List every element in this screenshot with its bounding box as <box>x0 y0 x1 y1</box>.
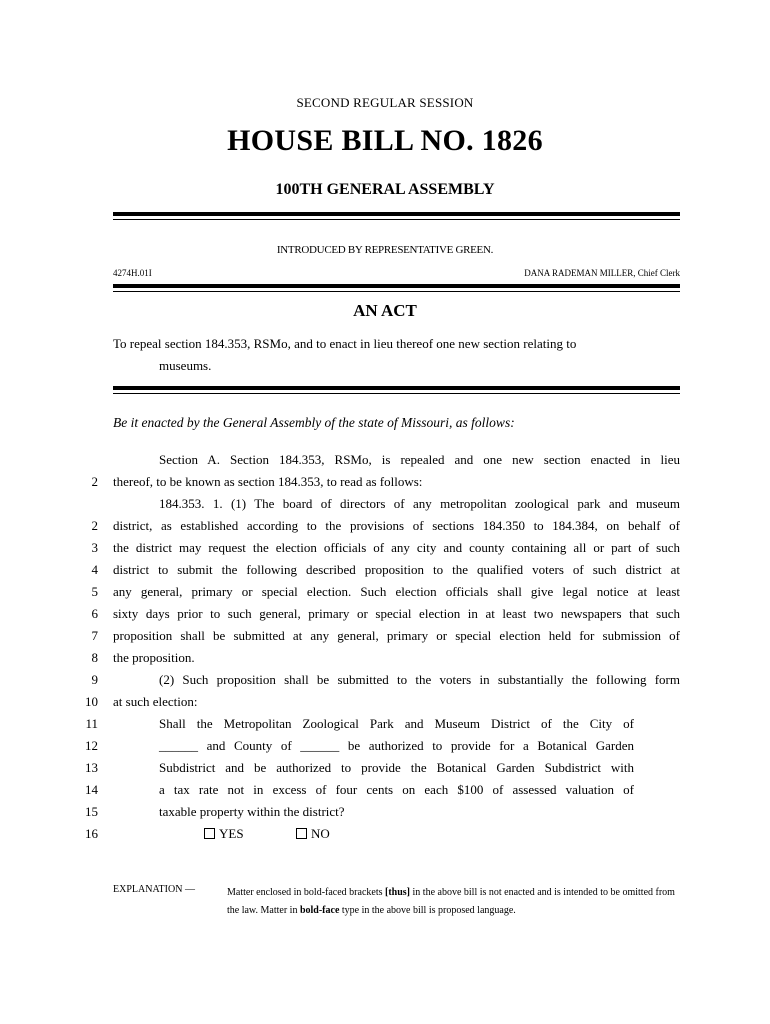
act-heading: AN ACT <box>353 301 417 320</box>
line-text: Shall the Metropolitan Zoological Park and Museum District of the City of <box>159 716 634 731</box>
explanation-part-b: in the above bill is not enacted and is intended to be omitted from the law. Matter in <box>227 887 675 916</box>
line-number: 2 <box>91 518 98 533</box>
act-title-line1: To repeal section 184.353, RSMo, and to enact in lieu thereof one new section relating to <box>113 336 577 351</box>
ballot-line <box>0 738 770 760</box>
top-rule-thick <box>113 212 680 216</box>
body-line <box>0 584 770 606</box>
ballot-line <box>0 826 770 848</box>
line-text: taxable property within the district? <box>159 804 345 819</box>
line-number: 7 <box>91 628 98 643</box>
introduced-by: INTRODUCED BY REPRESENTATIVE GREEN. <box>276 244 494 256</box>
act-title-line2: museums. <box>159 358 212 373</box>
explanation-text <box>227 884 679 920</box>
act-title <box>113 333 680 377</box>
line-number: 4 <box>91 562 98 577</box>
line-number: 8 <box>91 650 98 665</box>
line-text: Section A. Section 184.353, RSMo, is repealed and one new section enacted in lieu <box>159 452 680 467</box>
mid-rule-thin <box>113 291 680 292</box>
line-number: 6 <box>91 606 98 621</box>
line-text: district, as established according to the provisions of sections 184.350 to 184.384, on behalf of <box>113 518 680 533</box>
line-text: district to submit the following described proposition to the qualified voters of such district at <box>113 562 680 577</box>
line-text: (2) Such proposition shall be submitted to the voters in substantially the following form <box>159 672 680 687</box>
no-label: NO <box>311 826 330 841</box>
line-number: 13 <box>85 760 98 775</box>
body-line <box>0 694 770 716</box>
ballot-line <box>0 760 770 782</box>
line-text: Subdistrict and be authorized to provide the Botanical Garden Subdistrict with <box>159 760 634 775</box>
line-number: 15 <box>85 804 98 819</box>
body-line <box>0 650 770 672</box>
body-line <box>0 474 770 496</box>
yes-label: YES <box>219 826 244 841</box>
line-text: at such election: <box>113 694 198 709</box>
mid-rule-thick <box>113 284 680 288</box>
explanation-part-c: type in the above bill is proposed language. <box>339 905 516 916</box>
ballot-option-yes <box>204 826 244 842</box>
line-number: 11 <box>85 716 98 731</box>
line-text: proposition shall be submitted at any general, primary or special election held for submission of <box>113 628 680 643</box>
line-number: 9 <box>91 672 98 687</box>
body-line <box>0 562 770 584</box>
explanation-label: EXPLANATION — <box>113 884 195 895</box>
line-number: 16 <box>85 826 98 841</box>
ballot-line <box>0 716 770 738</box>
line-text: any general, primary or special election. Such election officials shall give legal notice at least <box>113 584 680 599</box>
explanation-bold-face: bold-face <box>299 905 340 916</box>
ballot-option-no <box>296 826 330 842</box>
body-line <box>0 452 770 474</box>
enacting-clause: Be it enacted by the General Assembly of the state of Missouri, as follows: <box>113 415 515 430</box>
explanation-part-a: Matter enclosed in bold-faced brackets <box>227 887 385 898</box>
line-number: 14 <box>85 782 98 797</box>
ballot-line <box>0 804 770 826</box>
line-number: 12 <box>85 738 98 753</box>
line-text: the district may request the election officials of any city and county containing all or part of such <box>113 540 680 555</box>
line-text: thereof, to be known as section 184.353, to read as follows: <box>113 474 423 489</box>
bill-title: HOUSE BILL NO. 1826 <box>227 124 543 157</box>
checkbox-icon <box>296 828 307 839</box>
line-text: the proposition. <box>113 650 195 665</box>
body-line <box>0 496 770 518</box>
line-number: 5 <box>91 584 98 599</box>
line-number: 3 <box>91 540 98 555</box>
body-line <box>0 518 770 540</box>
line-text: sixty days prior to such general, primary or special election in at least two newspapers that such <box>113 606 680 621</box>
bill-code: 4274H.01I <box>113 268 152 278</box>
body-line <box>0 672 770 694</box>
body-line <box>0 606 770 628</box>
session-label: SECOND REGULAR SESSION <box>296 95 474 110</box>
line-number: 10 <box>85 694 98 709</box>
ballot-line <box>0 782 770 804</box>
explanation-bracket: [thus] <box>385 887 411 898</box>
line-text: 184.353. 1. (1) The board of directors of any metropolitan zoological park and museum <box>159 496 680 511</box>
chief-clerk: DANA RADEMAN MILLER, Chief Clerk <box>524 268 680 278</box>
act-rule-thick <box>113 386 680 390</box>
line-text: ______ and County of ______ be authorized to provide for a Botanical Garden <box>159 738 634 753</box>
top-rule-thin <box>113 219 680 220</box>
body-line <box>0 540 770 562</box>
assembly-label: 100TH GENERAL ASSEMBLY <box>275 181 495 198</box>
checkbox-icon <box>204 828 215 839</box>
line-text: a tax rate not in excess of four cents on each $100 of assessed valuation of <box>159 782 634 797</box>
body-line <box>0 628 770 650</box>
line-number: 2 <box>91 474 98 489</box>
act-rule-thin <box>113 393 680 394</box>
